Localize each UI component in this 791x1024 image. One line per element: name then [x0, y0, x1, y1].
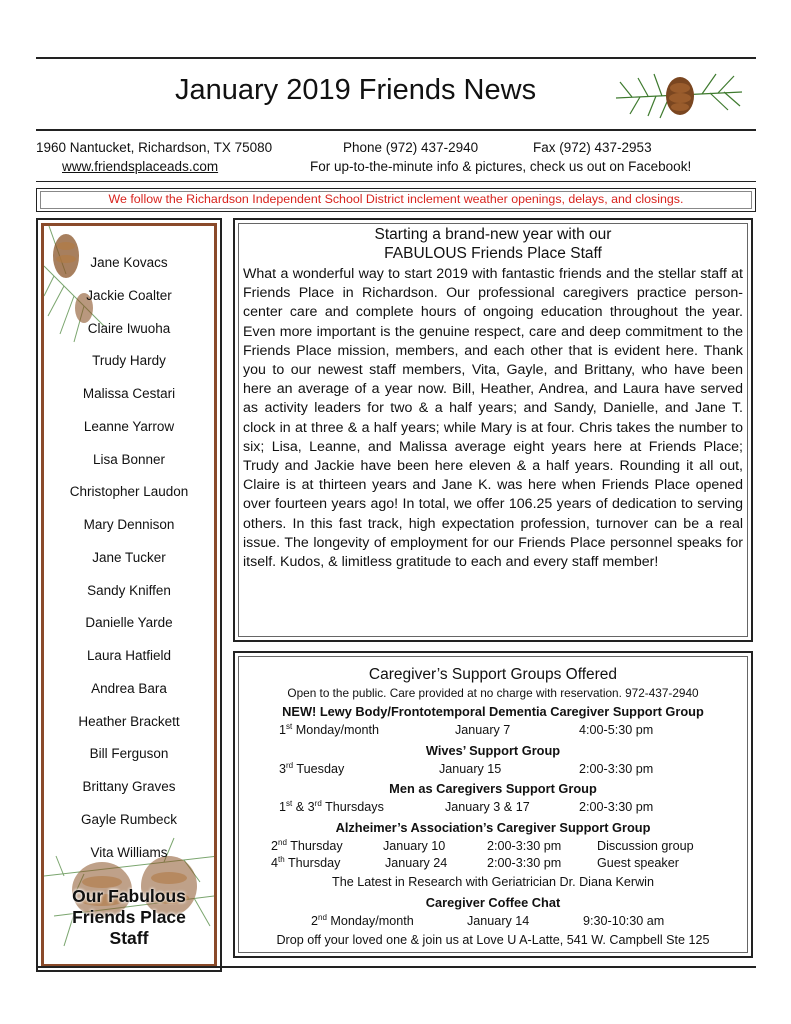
notice-text: We follow the Richardson Independent School District inclement weather openings, delays, and closings. — [108, 192, 684, 206]
group-date: January 24 — [385, 856, 448, 870]
staff-name: Sandy Kniffen — [87, 583, 171, 598]
address: 1960 Nantucket, Richardson, TX 75080 — [36, 140, 273, 155]
frequency: Tuesday — [296, 762, 345, 776]
staff-name: Vita Williams — [90, 845, 168, 860]
address-rule — [36, 181, 756, 182]
article-body: What a wonderful way to start 2019 with fantastic friends and the stellar staff at Friends Place in Richardson. Our professional caregivers practice person-center care and complete hours of ongoing education throughout the year. Even more important is the genuine respect, care and deep commitment to the Friends Place mission, members, and each other that is evident here. Thank you to our newest staff members, Vita, Gayle, and Brittany, who have been here an average of a year now. Bill, Heather, Andrea, and Laura have served as activity leaders for two & a half years; and Sandy, Danielle, and Jane T. clock in at three & a half years; while Mary is at four. Chris takes the number to six; Lisa, Leanne, and Malissa average eight years here at Friends Place; Trudy and Jackie have been here eleven & a half years. Rounding it all out, Claire is at thirteen years and Jane K. was here when Friends Place opened over fourteen years ago! In total, we offer 106.25 years of dedication to serving others. In this fast track, high expectation profession, turnover can be a real issue. The longevity of employment for our Friends Place personnel speaks for itself. Kudos, & limitless gratitude to each and every staff member! — [243, 266, 743, 571]
staff-name: Danielle Yarde — [85, 615, 173, 630]
staff-sidebar-inner — [41, 223, 217, 967]
sidebar-title-line: Friends Place — [72, 907, 186, 927]
support-groups-subtitle: Open to the public. Care provided at no charge with reservation. 972-437-2940 — [287, 686, 699, 700]
staff-name: Claire Iwuoha — [87, 321, 171, 336]
frequency: Thursday — [290, 839, 343, 853]
group-date: January 14 — [467, 914, 530, 928]
staff-name: Christopher Laudon — [69, 484, 189, 499]
group-date: January 7 — [455, 723, 511, 737]
ordinal: 3 — [307, 800, 315, 814]
staff-name: Jackie Coalter — [86, 288, 172, 303]
frequency: Thursday — [287, 856, 341, 870]
staff-sidebar — [36, 218, 222, 972]
group-schedule — [279, 800, 384, 814]
staff-name: Andrea Bara — [91, 681, 167, 696]
group-time: 2:00-3:30 pm — [487, 856, 562, 870]
frequency: Thursdays — [325, 800, 384, 814]
ordinal: 2 — [271, 839, 279, 853]
group-time: 4:00-5:30 pm — [579, 723, 654, 737]
ordinal: 3 — [279, 762, 287, 776]
sidebar-title — [44, 886, 214, 949]
ordinal-suffix: nd — [278, 838, 287, 847]
group-time: 2:00-3:30 pm — [579, 800, 654, 814]
group-name: Wives’ Support Group — [425, 743, 561, 758]
group-date: January 10 — [383, 839, 446, 853]
footer-rule — [36, 966, 756, 968]
staff-name: Heather Brackett — [78, 714, 180, 729]
staff-name: Leanne Yarrow — [83, 419, 175, 434]
pinecone-branch-icon — [612, 62, 747, 128]
ordinal: 1 — [279, 800, 287, 814]
article-heading: Starting a brand-new year with our — [374, 226, 612, 243]
group-name: NEW! Lewy Body/Frontotemporal Dementia Caregiver Support Group — [282, 704, 704, 719]
facebook-note: For up-to-the-minute info & pictures, check us out on Facebook! — [310, 159, 692, 174]
group-time: 2:00-3:30 pm — [579, 762, 654, 776]
top-rule — [36, 57, 756, 59]
staff-name: Jane Kovacs — [90, 255, 168, 270]
staff-name: Jane Tucker — [92, 550, 166, 565]
ordinal-suffix: rd — [286, 761, 294, 770]
sidebar-title-line: Staff — [109, 928, 149, 948]
group-schedule — [271, 839, 343, 853]
ordinal-suffix: nd — [318, 913, 327, 922]
sidebar-title-line: Our Fabulous — [72, 886, 186, 906]
frequency: Monday/month — [295, 723, 380, 737]
group-name: Alzheimer’s Association’s Caregiver Support Group — [335, 820, 651, 835]
header-rule — [36, 129, 756, 131]
website-link[interactable]: www.friendsplaceads.com — [62, 159, 219, 174]
staff-name: Laura Hatfield — [86, 648, 172, 663]
ordinal-suffix: st — [286, 722, 293, 731]
ordinal-suffix: st — [286, 799, 293, 808]
staff-name: Bill Ferguson — [89, 746, 169, 761]
group-format: Discussion group — [597, 839, 694, 853]
group-name: Caregiver Coffee Chat — [425, 895, 561, 910]
group-date: January 3 & 17 — [445, 800, 530, 814]
ordinal: 4 — [271, 856, 279, 870]
group-schedule — [311, 914, 414, 928]
group-schedule — [271, 856, 340, 870]
ordinal: 2 — [311, 914, 319, 928]
phone: Phone (972) 437-2940 — [343, 140, 479, 155]
group-name: Men as Caregivers Support Group — [389, 781, 597, 796]
group-time: 2:00-3:30 pm — [487, 839, 562, 853]
newsletter-title: January 2019 Friends News — [175, 74, 537, 106]
ordinal-suffix: rd — [314, 799, 322, 808]
support-groups-title: Caregiver’s Support Groups Offered — [368, 666, 618, 683]
group-note: The Latest in Research with Geriatrician Dr. Diana Kerwin — [332, 875, 654, 889]
frequency: Monday/month — [330, 914, 414, 928]
staff-article — [233, 218, 753, 642]
group-time: 9:30-10:30 am — [583, 914, 665, 928]
fax: Fax (972) 437-2953 — [533, 140, 652, 155]
staff-name: Malissa Cestari — [82, 386, 176, 401]
weather-notice — [36, 188, 756, 212]
group-note: Drop off your loved one & join us at Love U A-Latte, 541 W. Campbell Ste 125 — [276, 933, 710, 947]
ampersand: & — [295, 800, 305, 814]
staff-name: Gayle Rumbeck — [80, 812, 178, 827]
ordinal: 1 — [279, 723, 287, 737]
group-schedule — [279, 762, 344, 776]
ordinal-suffix: th — [278, 855, 285, 864]
staff-name: Trudy Hardy — [92, 353, 166, 368]
article-subheading: FABULOUS Friends Place Staff — [384, 245, 602, 262]
group-date: January 15 — [439, 762, 502, 776]
group-format: Guest speaker — [597, 856, 679, 870]
group-schedule — [279, 723, 379, 737]
staff-name: Brittany Graves — [82, 779, 176, 794]
staff-name: Mary Dennison — [83, 517, 175, 532]
support-groups-box — [233, 651, 753, 958]
staff-name: Lisa Bonner — [92, 452, 166, 467]
